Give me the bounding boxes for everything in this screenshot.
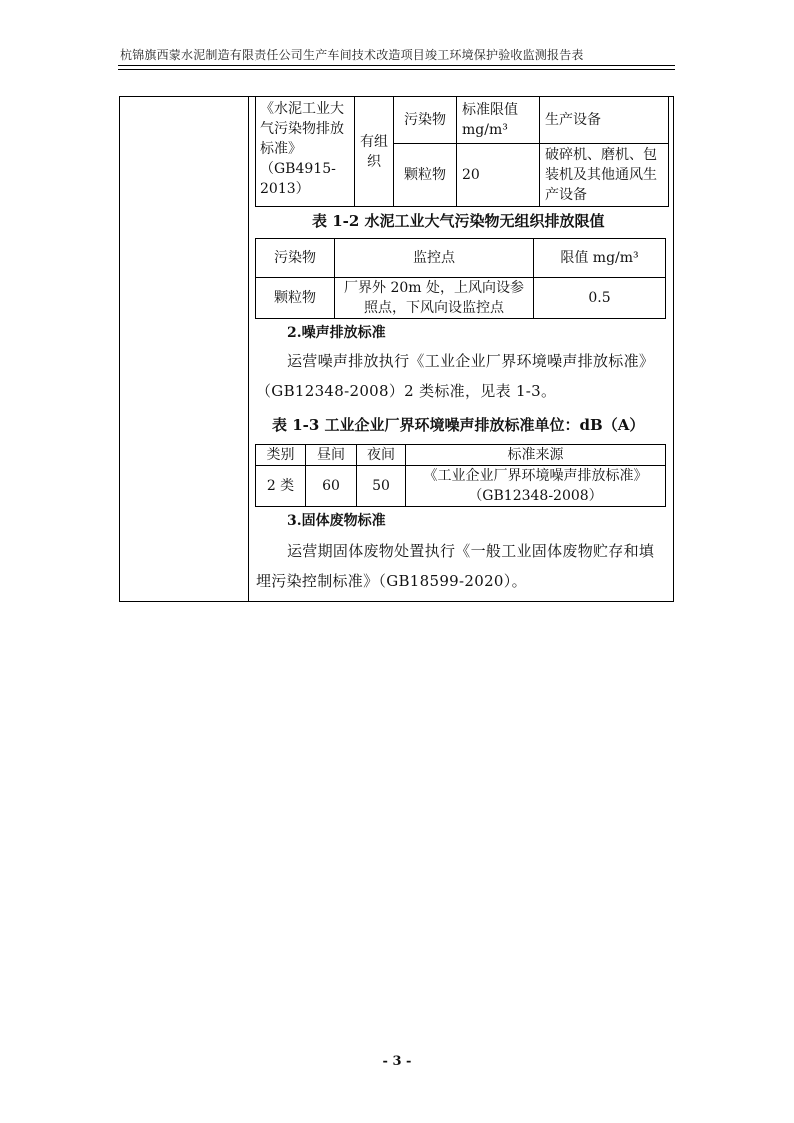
page-header: 杭锦旗西蒙水泥制造有限责任公司生产车间技术改造项目竣工环境保护验收监测报告表 (120, 48, 584, 62)
fugitive-emission-table (255, 238, 666, 319)
paragraph-line: 埋污染控制标准》（GB18599-2020）。 (256, 572, 527, 590)
pollutant-header: 污染物 (394, 97, 457, 144)
standard-name-cell: 《水泥工业大气污染物排放标准》（GB4915-2013） (256, 97, 355, 207)
noise-standard-table (255, 444, 666, 507)
limit-cell: 20 (457, 144, 540, 207)
night-header: 夜间 (357, 445, 406, 466)
night-cell: 50 (357, 466, 406, 507)
frame-divider (248, 97, 249, 601)
source-cell: 《工业企业厂界环境噪声排放标准》（GB12348-2008） (406, 466, 666, 507)
organized-emission-table (255, 96, 669, 207)
page-number: - 3 - (382, 1054, 412, 1069)
equipment-cell: 破碎机、磨机、包装机及其他通风生产设备 (540, 144, 669, 207)
section-title-noise: 2.噪声排放标准 (287, 325, 386, 341)
limit-header: 限值 mg/m³ (534, 239, 666, 278)
pollutant-cell: 颗粒物 (256, 278, 335, 319)
paragraph-line: 运营噪声排放执行《工业企业厂界环境噪声排放标准》 (287, 352, 655, 370)
emission-type-cell: 有组织 (355, 97, 394, 207)
category-header: 类别 (256, 445, 306, 466)
paragraph-line: （GB12348-2008）2 类标准，见表 1-3。 (256, 382, 557, 400)
limit-header: 标准限值 mg/m³ (457, 97, 540, 144)
header-rule-thick (118, 65, 675, 66)
paragraph-line: 运营期固体废物处置执行《一般工业固体废物贮存和填 (287, 542, 655, 560)
header-rule-thin (118, 69, 675, 70)
pollutant-header: 污染物 (256, 239, 335, 278)
monitoring-point-header: 监控点 (335, 239, 534, 278)
day-cell: 60 (306, 466, 357, 507)
pollutant-cell: 颗粒物 (394, 144, 457, 207)
day-header: 昼间 (306, 445, 357, 466)
equipment-header: 生产设备 (540, 97, 669, 144)
table2-caption: 表 1-2 水泥工业大气污染物无组织排放限值 (312, 212, 605, 230)
table3-caption: 表 1-3 工业企业厂界环境噪声排放标准单位：dB（A） (272, 416, 645, 434)
category-cell: 2 类 (256, 466, 306, 507)
source-header: 标准来源 (406, 445, 666, 466)
monitoring-point-cell: 厂界外 20m 处，上风向设参照点，下风向设监控点 (335, 278, 534, 319)
section-title-solid-waste: 3.固体废物标准 (287, 513, 386, 529)
limit-cell: 0.5 (534, 278, 666, 319)
